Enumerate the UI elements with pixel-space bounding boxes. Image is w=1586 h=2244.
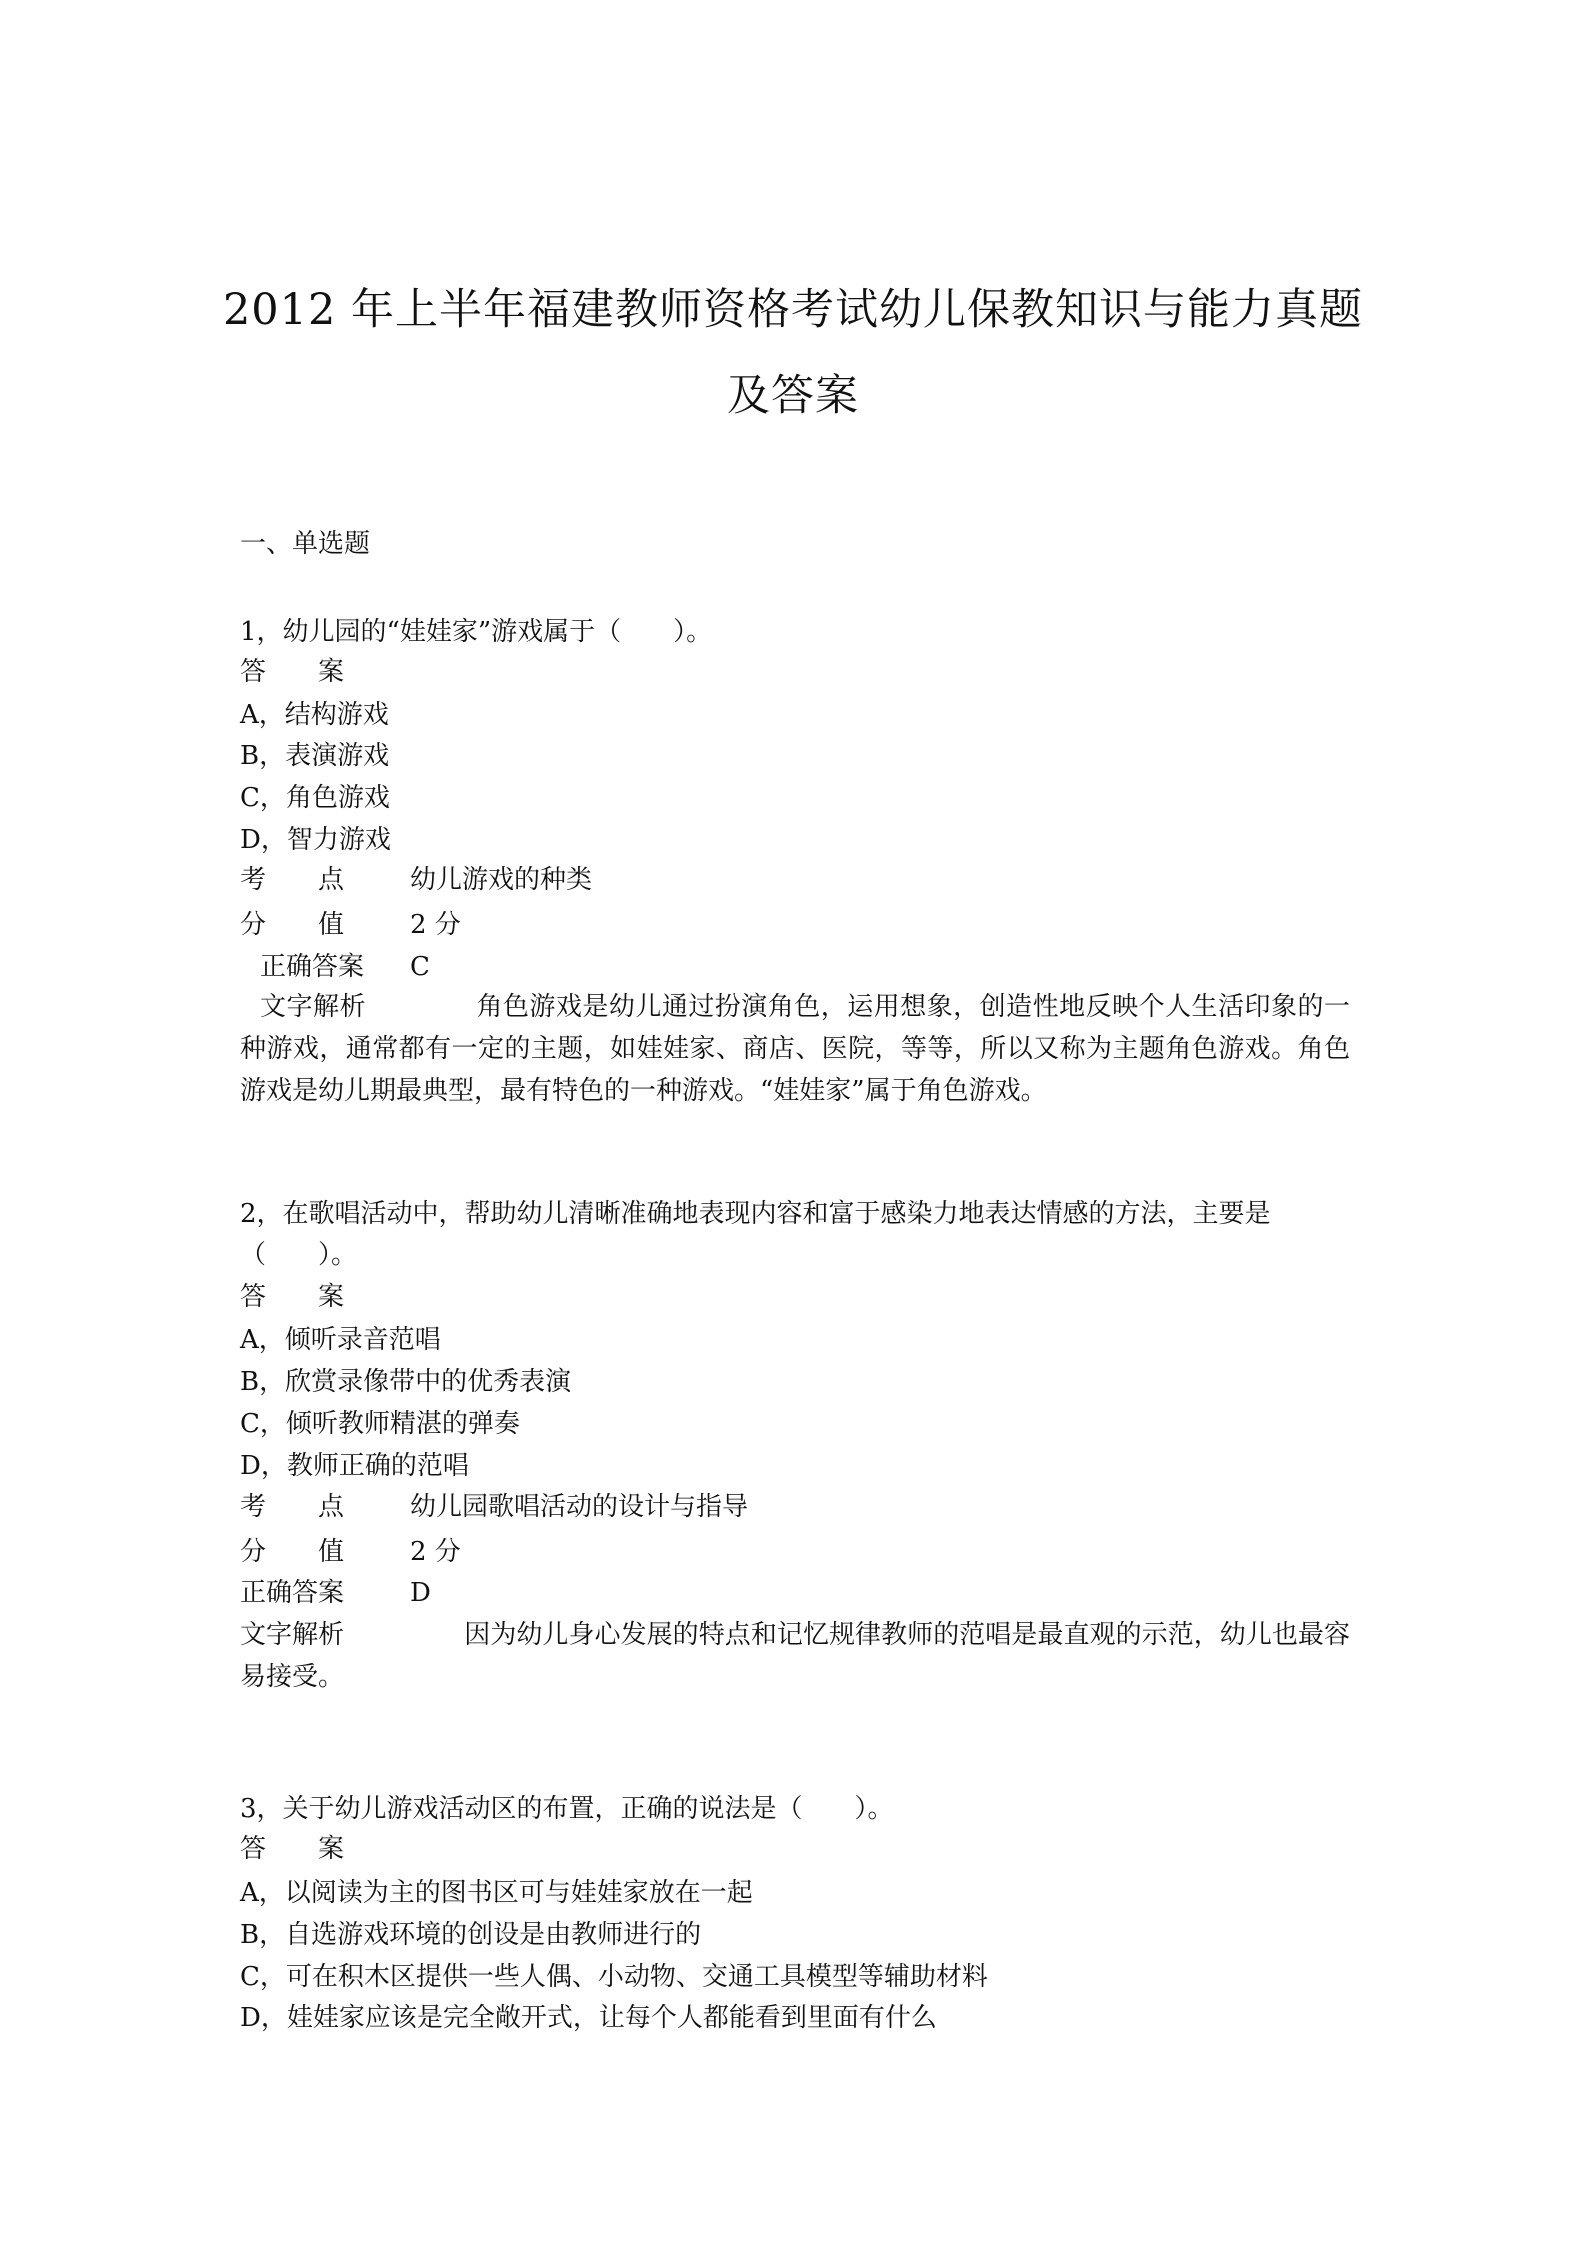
- q1-option-a: A，结构游戏: [240, 700, 389, 730]
- q2-option-b: B，欣赏录像带中的优秀表演: [240, 1367, 572, 1397]
- q1-answer-label: 答 案: [240, 657, 345, 687]
- q2-explain-label: 文字解析: [240, 1620, 345, 1650]
- q3-answer-label: 答 案: [240, 1834, 345, 1864]
- q2-option-c: C，倾听教师精湛的弹奏: [240, 1409, 520, 1439]
- q3-option-d: D，娃娃家应该是完全敞开式，让每个人都能看到里面有什么: [240, 2003, 937, 2033]
- q1-explain-label: 文字解析: [260, 992, 366, 1022]
- q2-answer-label: 答 案: [240, 1282, 345, 1312]
- q1-score-label: 分 值: [240, 910, 345, 940]
- q3-option-a: A，以阅读为主的图书区可与娃娃家放在一起: [240, 1878, 753, 1908]
- q1-stem: 1，幼儿园的“娃娃家”游戏属于（ ）。: [240, 617, 713, 647]
- q1-explain-text: 角色游戏是幼儿通过扮演角色，运用想象，创造性地反映个人生活印象的一种游戏，通常都有一定的主题，如娃娃家、商店、医院，等等，所以又称为主题角色游戏。角色游戏是幼儿期最典型，最有特色的一种游戏。“娃娃家”属于角色游戏。: [240, 992, 1350, 1106]
- q1-correct-value: C: [410, 952, 430, 982]
- q2-score-value: 2 分: [410, 1537, 461, 1567]
- q1-option-b: B，表演游戏: [240, 741, 390, 771]
- q1-kp-value: 幼儿游戏的种类: [410, 865, 593, 895]
- q3-option-c: C，可在积木区提供一些人偶、小动物、交通工具模型等辅助材料: [240, 1962, 988, 1992]
- q2-score-label: 分 值: [240, 1537, 345, 1567]
- q2-option-d: D，教师正确的范唱: [240, 1451, 469, 1481]
- q1-kp-label: 考 点: [240, 865, 345, 895]
- q1-option-d: D，智力游戏: [240, 825, 391, 855]
- q1-correct-label: 正确答案: [260, 952, 365, 982]
- q2-kp-label: 考 点: [240, 1492, 345, 1522]
- q1-explanation: [240, 986, 1350, 1112]
- q2-stem: 2，在歌唱活动中，帮助幼儿清晰准确地表现内容和富于感染力地表达情感的方法，主要是: [240, 1199, 1271, 1229]
- doc-title-line2: 及答案: [727, 371, 859, 421]
- q2-stem-cont: （ ）。: [240, 1240, 358, 1270]
- q2-explanation: [240, 1614, 1350, 1698]
- section-heading: 一、单选题: [240, 529, 371, 559]
- doc-title-line1: 2012 年上半年福建教师资格考试幼儿保教知识与能力真题: [222, 285, 1364, 335]
- q3-stem: 3，关于幼儿游戏活动区的布置，正确的说法是（ ）。: [240, 1794, 894, 1824]
- q2-correct-label: 正确答案: [240, 1578, 345, 1608]
- q1-option-c: C，角色游戏: [240, 783, 390, 813]
- q2-option-a: A，倾听录音范唱: [240, 1325, 441, 1355]
- q2-correct-value: D: [410, 1578, 431, 1608]
- q3-option-b: B，自选游戏环境的创设是由教师进行的: [240, 1920, 702, 1950]
- q2-kp-value: 幼儿园歌唱活动的设计与指导: [410, 1492, 749, 1522]
- q1-score-value: 2 分: [410, 910, 461, 940]
- q2-explain-text: 因为幼儿身心发展的特点和记忆规律教师的范唱是最直观的示范，幼儿也最容易接受。: [240, 1620, 1350, 1692]
